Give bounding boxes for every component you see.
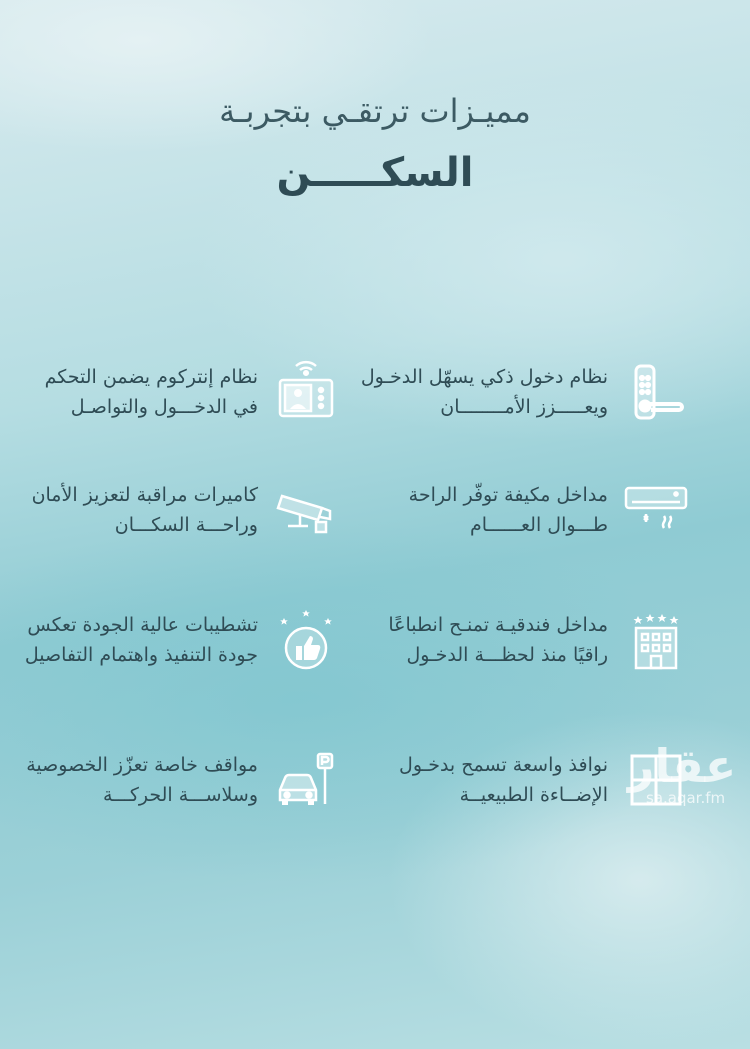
- feature-hotel-entrances: [350, 600, 690, 680]
- feature-line: كاميرات مراقبة لتعزيز الأمان: [31, 484, 258, 506]
- feature-line: نظام إنتركوم يضمن التحكم: [44, 366, 258, 388]
- feature-line: وسلاســـة الحركـــة: [102, 784, 258, 806]
- feature-text: [388, 610, 608, 670]
- feature-parking: [0, 740, 340, 820]
- feature-line: في الدخـــول والتواصـل: [70, 396, 258, 418]
- feature-text: [399, 750, 608, 810]
- feature-ac: [350, 470, 690, 550]
- page-subtitle: السكـــــن: [276, 150, 474, 196]
- feature-finishes: [0, 600, 340, 680]
- watermark-logo: عقار: [628, 739, 737, 793]
- feature-text: [45, 362, 258, 422]
- feature-line: نوافذ واسعة تسمح بدخـول: [399, 754, 608, 776]
- watermark: [628, 739, 746, 812]
- feature-cameras: [0, 470, 340, 550]
- feature-line: نظام دخول ذكي يسهّل الدخـول: [360, 366, 608, 388]
- feature-line: راقيًا منذ لحظـــة الدخـول: [406, 644, 608, 666]
- feature-text: [361, 362, 608, 422]
- feature-line: الإضــاءة الطبيعيــة: [459, 784, 608, 806]
- feature-line: جودة التنفيذ واهتمام التفاصيل: [24, 644, 258, 666]
- hotel-building-icon: [622, 606, 690, 674]
- feature-line: ويعـــــزز الأمــــــــان: [440, 396, 608, 418]
- feature-text: [409, 480, 608, 540]
- feature-intercom: [0, 352, 340, 432]
- feature-line: مداخل مكيفة توفّر الراحة: [408, 484, 608, 506]
- feature-smart-entry: [350, 352, 690, 432]
- page-title: مميـزات ترتقـي بتجربـة: [219, 92, 531, 130]
- air-conditioner-icon: [622, 476, 690, 544]
- feature-text: [25, 610, 258, 670]
- thumbs-up-stars-icon: [272, 606, 340, 674]
- watermark-url: sa.aqar.fm: [646, 789, 726, 807]
- feature-line: تشطيبات عالية الجودة تعكس: [27, 614, 258, 636]
- parking-car-icon: [272, 746, 340, 814]
- feature-line: مواقف خاصة تعزّز الخصوصية: [26, 754, 258, 776]
- feature-line: طـــوال العــــــام: [470, 514, 608, 536]
- intercom-icon: [272, 358, 340, 426]
- feature-text: [32, 480, 258, 540]
- feature-text: [26, 750, 258, 810]
- security-camera-icon: [272, 476, 340, 544]
- feature-line: مداخل فندقيـة تمنـح انطباعًا: [388, 614, 608, 636]
- feature-line: وراحـــة السكـــان: [114, 514, 258, 536]
- smart-lock-icon: [622, 358, 690, 426]
